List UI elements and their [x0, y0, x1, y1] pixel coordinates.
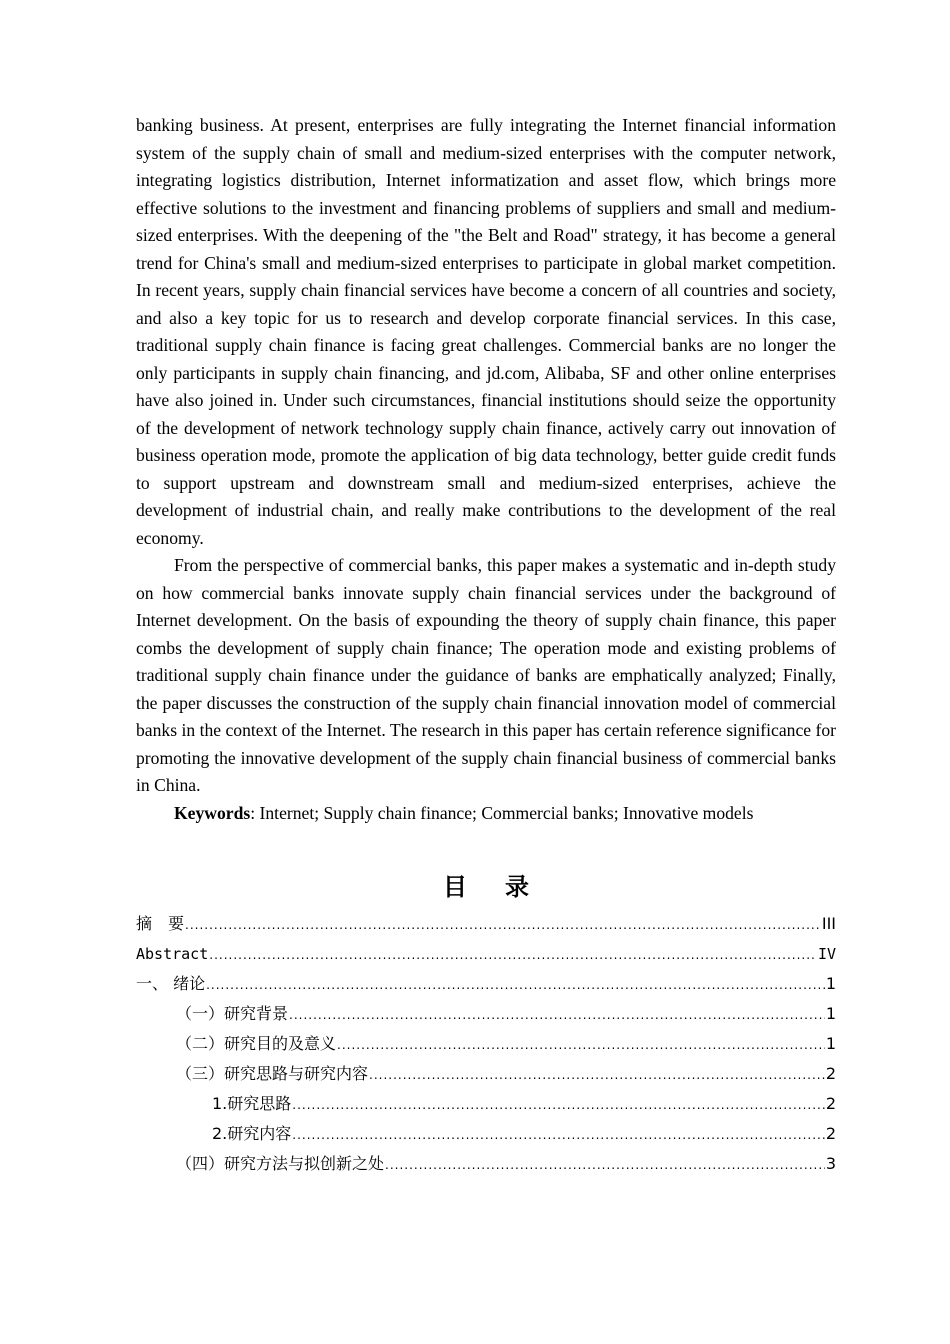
keywords-label: Keywords: [174, 802, 251, 823]
toc-leader-dots: [337, 1030, 825, 1060]
keywords-value: Internet; Supply chain finance; Commercial banks; Innovative models: [255, 802, 754, 823]
toc-leader-dots: [209, 940, 817, 970]
toc-entry-page: III: [821, 914, 836, 933]
toc-entry-page: 2: [825, 1094, 836, 1113]
toc-entry-methods[interactable]: [136, 1149, 836, 1179]
keywords-line: [136, 800, 836, 828]
keywords-separator: :: [250, 802, 256, 823]
document-page: [136, 112, 836, 1179]
toc-entry-page: 2: [825, 1064, 836, 1083]
toc-entry-page: 2: [825, 1124, 836, 1143]
toc-entry-label: 2.研究内容: [212, 1124, 292, 1143]
toc-title: 目录: [443, 873, 567, 901]
toc-entry-content[interactable]: [136, 1119, 836, 1149]
toc-leader-dots: [289, 1000, 825, 1030]
toc-entry-abstract-cn[interactable]: [136, 909, 836, 939]
toc-entry-label: （四）研究方法与拟创新之处: [176, 1154, 385, 1173]
toc-entry-label: （一）研究背景: [176, 1004, 289, 1023]
toc-entry-label: （三）研究思路与研究内容: [176, 1064, 369, 1083]
toc-leader-dots: [385, 1150, 825, 1180]
toc-entry-label: 1.研究思路: [212, 1094, 292, 1113]
toc-entry-approach-content[interactable]: [136, 1059, 836, 1089]
toc-entry-label: 摘 要: [136, 914, 185, 933]
table-of-contents: [136, 909, 836, 1179]
toc-leader-dots: [185, 910, 821, 940]
toc-leader-dots: [206, 970, 825, 1000]
abstract-paragraph-1: banking business. At present, enterprises are fully integrating the Internet financial information system of the supply chain of small and medium-sized enterprises with the computer network, integrating logistics distribution, Internet informatization and asset flow, which brings more effective solutions to the investment and financing problems of suppliers and small and medium-sized enterprises. With the deepening of the "the Belt and Road" strategy, it has become a general trend for China's small and medium-sized enterprises to participate in global market competition. In recent years, supply chain financial services have become a concern of all countries and society, and also a key topic for us to research and develop corporate financial services. In this case, traditional supply chain finance is facing great challenges. Commercial banks are no longer the only participants in supply chain financing, and jd.com, Alibaba, SF and other online enterprises have also joined in. Under such circumstances, financial institutions should seize the opportunity of the development of network technology supply chain finance, actively carry out innovation of business operation mode, promote the application of big data technology, better guide credit funds to support upstream and downstream small and medium-sized enterprises, achieve the development of industrial chain, and really make contributions to the development of the real economy.: [136, 115, 836, 548]
toc-entry-introduction[interactable]: [136, 969, 836, 999]
toc-entry-approach[interactable]: [136, 1089, 836, 1119]
toc-entry-label: （二）研究目的及意义: [176, 1034, 337, 1053]
abstract-paragraph-2: From the perspective of commercial banks, this paper makes a systematic and in-depth study on how commercial banks innovate supply chain financial services under the background of Internet development. On the basis of expounding the theory of supply chain finance, this paper combs the development of supply chain finance; The operation mode and existing problems of traditional supply chain finance under the guidance of banks are emphatically analyzed; Finally, the paper discusses the construction of the supply chain financial innovation model of commercial banks in the context of the Internet. The research in this paper has certain reference significance for promoting the innovative development of the supply chain financial business of commercial banks in China.: [136, 555, 836, 795]
toc-entry-label: 一、 绪论: [136, 974, 206, 993]
toc-entry-background[interactable]: [136, 999, 836, 1029]
toc-entry-page: IV: [817, 945, 836, 963]
toc-leader-dots: [292, 1090, 825, 1120]
toc-leader-dots: [292, 1120, 825, 1150]
toc-entry-page: 3: [825, 1154, 836, 1173]
toc-entry-page: 1: [825, 1004, 836, 1023]
toc-entry-abstract-en[interactable]: [136, 939, 836, 969]
toc-entry-page: 1: [825, 1034, 836, 1053]
toc-entry-purpose[interactable]: [136, 1029, 836, 1059]
toc-leader-dots: [369, 1060, 825, 1090]
toc-entry-label: Abstract: [136, 945, 209, 963]
toc-entry-page: 1: [825, 974, 836, 993]
